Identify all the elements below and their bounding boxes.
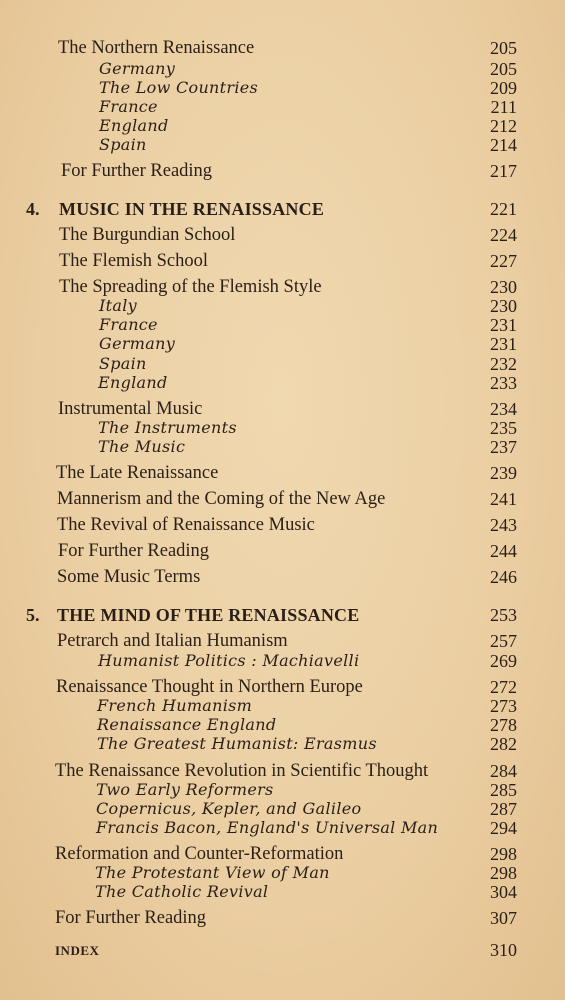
toc-subentry-page: 235 bbox=[490, 418, 517, 438]
toc-entry-page: 307 bbox=[490, 908, 517, 928]
toc-subentry-page: 294 bbox=[490, 818, 517, 838]
toc-entry-page: 227 bbox=[490, 251, 517, 271]
toc-entry-title: Instrumental Music bbox=[58, 399, 203, 419]
toc-subentry-title: The Music bbox=[98, 437, 186, 456]
toc-entry-title: For Further Reading bbox=[61, 161, 213, 181]
toc-entry-title: The Burgundian School bbox=[59, 225, 236, 245]
toc-subentry-page: 211 bbox=[490, 97, 517, 117]
chapter-title: THE MIND OF THE RENAISSANCE bbox=[57, 605, 360, 625]
toc-subentry-title: The Greatest Humanist: Erasmus bbox=[97, 734, 377, 753]
toc-subentry-title: England bbox=[98, 373, 168, 392]
toc-entry-title: Some Music Terms bbox=[57, 567, 201, 587]
toc-subentry-page: 214 bbox=[490, 135, 517, 155]
toc-entry-title: Reformation and Counter-Reformation bbox=[55, 844, 344, 864]
toc-subentry-page: 304 bbox=[490, 882, 517, 902]
toc-entry-page: 272 bbox=[490, 677, 517, 697]
toc-entry-page: 230 bbox=[490, 277, 517, 297]
toc-entry-title: Petrarch and Italian Humanism bbox=[57, 631, 288, 651]
toc-subentry-page: 278 bbox=[490, 715, 517, 735]
toc-subentry-title: The Catholic Revival bbox=[95, 882, 269, 901]
toc-subentry-title: France bbox=[99, 97, 158, 116]
toc-subentry-title: Two Early Reformers bbox=[96, 780, 274, 799]
toc-subentry-title: Copernicus, Kepler, and Galileo bbox=[96, 799, 362, 818]
toc-entry-title: The Revival of Renaissance Music bbox=[57, 515, 315, 535]
toc-entry-page: 239 bbox=[490, 463, 517, 483]
chapter-number: 5. bbox=[26, 605, 40, 625]
toc-entry-page: 246 bbox=[490, 567, 517, 587]
toc-subentry-page: 232 bbox=[490, 354, 517, 374]
index-label: INDEX bbox=[55, 943, 100, 958]
toc-subentry-title: Germany bbox=[99, 59, 176, 78]
toc-entry-page: 257 bbox=[490, 631, 517, 651]
toc-entry-page: 298 bbox=[490, 844, 517, 864]
toc-subentry-page: 298 bbox=[490, 863, 517, 883]
toc-subentry-title: The Instruments bbox=[98, 418, 237, 437]
toc-subentry-title: Humanist Politics : Machiavelli bbox=[98, 651, 360, 670]
toc-subentry-page: 237 bbox=[490, 437, 517, 457]
toc-entry-title: Mannerism and the Coming of the New Age bbox=[57, 489, 386, 509]
toc-subentry-page: 231 bbox=[490, 334, 517, 354]
toc-subentry-title: Spain bbox=[99, 354, 147, 373]
toc-entry-title: The Late Renaissance bbox=[56, 463, 219, 483]
toc-subentry-title: England bbox=[99, 116, 169, 135]
toc-entry-page: 244 bbox=[490, 541, 517, 561]
toc-entry-title: For Further Reading bbox=[58, 541, 210, 561]
chapter-title: MUSIC IN THE RENAISSANCE bbox=[59, 199, 325, 219]
toc-entry-title: The Spreading of the Flemish Style bbox=[59, 277, 322, 297]
toc-entry-page: 205 bbox=[490, 38, 517, 58]
toc-subentry-page: 230 bbox=[490, 296, 517, 316]
toc-entry-title: The Flemish School bbox=[59, 251, 209, 271]
toc-subentry-title: Spain bbox=[99, 135, 147, 154]
chapter-page: 221 bbox=[490, 199, 517, 219]
toc-entry-title: The Renaissance Revolution in Scientific Thought bbox=[55, 761, 429, 781]
toc-subentry-page: 282 bbox=[490, 734, 517, 754]
toc-subentry-page: 285 bbox=[490, 780, 517, 800]
toc-subentry-title: Francis Bacon, England's Universal Man bbox=[96, 818, 439, 837]
toc-subentry-title: The Protestant View of Man bbox=[95, 863, 330, 882]
toc-entry-title: For Further Reading bbox=[55, 908, 207, 928]
toc-entry-page: 284 bbox=[490, 761, 517, 781]
toc-entry-page: 241 bbox=[490, 489, 517, 509]
toc-subentry-page: 231 bbox=[490, 315, 517, 335]
toc-entry-page: 224 bbox=[490, 225, 517, 245]
toc-entry-title: The Northern Renaissance bbox=[58, 38, 255, 58]
toc-subentry-page: 269 bbox=[490, 651, 517, 671]
toc-entry-title: Renaissance Thought in Northern Europe bbox=[56, 677, 363, 697]
toc-subentry-page: 212 bbox=[490, 116, 517, 136]
toc-subentry-title: France bbox=[99, 315, 158, 334]
toc-subentry-page: 287 bbox=[490, 799, 517, 819]
toc-subentry-title: The Low Countries bbox=[99, 78, 259, 97]
toc-subentry-page: 273 bbox=[490, 696, 517, 716]
toc-entry-page: 243 bbox=[490, 515, 517, 535]
index-page: 310 bbox=[490, 940, 517, 960]
toc-subentry-title: Italy bbox=[99, 296, 137, 315]
toc-subentry-title: French Humanism bbox=[97, 696, 253, 715]
toc-subentry-title: Renaissance England bbox=[97, 715, 277, 734]
toc-entry-page: 234 bbox=[490, 399, 517, 419]
toc-subentry-page: 209 bbox=[490, 78, 517, 98]
chapter-number: 4. bbox=[26, 199, 40, 219]
toc-subentry-title: Germany bbox=[99, 334, 176, 353]
toc-entry-page: 217 bbox=[490, 161, 517, 181]
toc-subentry-page: 205 bbox=[490, 59, 517, 79]
toc-subentry-page: 233 bbox=[490, 373, 517, 393]
chapter-page: 253 bbox=[490, 605, 517, 625]
